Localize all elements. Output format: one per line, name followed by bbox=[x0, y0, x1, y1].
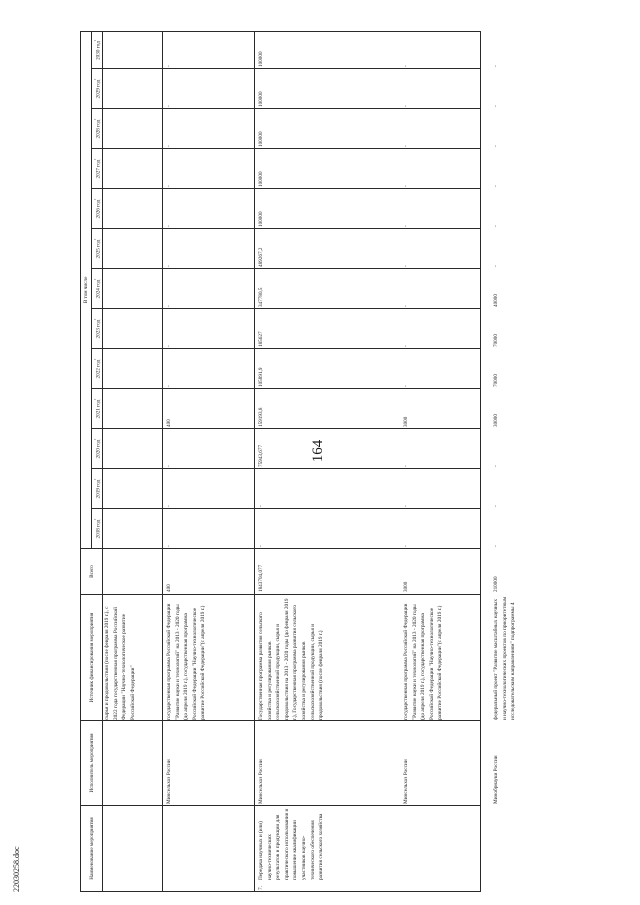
page-number: 164 bbox=[310, 439, 326, 463]
row-5-2029: - bbox=[493, 105, 499, 107]
row-2-2023: - bbox=[166, 345, 172, 347]
row-3-2026: 100000 bbox=[258, 211, 264, 227]
row-4-source: государственная программа Российской Федерации "Развитие науки и технологий" на 2013 - 2020 годы (до апреля 2019 г.), государственная программа Российской Федерации "Научно-технологическое развитие Российской Федерации"(с апреля 2019 г.) bbox=[403, 603, 444, 720]
row-5-2022: 70000 bbox=[493, 374, 499, 387]
header-year-10: 2028 год$^{^1}$ bbox=[92, 109, 103, 149]
row-3-2024: 347780,5 bbox=[258, 287, 264, 307]
row-5-2025: - bbox=[493, 265, 499, 267]
row-4-2030: - bbox=[403, 65, 409, 67]
row-2-2024: - bbox=[166, 305, 172, 307]
row-3-number: 7. bbox=[258, 886, 264, 890]
row-3-2019: - bbox=[258, 505, 264, 507]
header-year-8: 2026 год$^{^1}$ bbox=[92, 189, 103, 229]
header-year-3: 2021 год$^{^1}$ bbox=[92, 389, 103, 429]
row-4-2019: - bbox=[403, 505, 409, 507]
header-year-note-11: ¹ bbox=[92, 78, 98, 80]
row-4-2018: - bbox=[403, 545, 409, 547]
row-2-2029: - bbox=[166, 105, 172, 107]
row-4-2025: - bbox=[403, 265, 409, 267]
row-4-2021: 3000 bbox=[403, 416, 409, 427]
row-3-2021: 159193,8 bbox=[258, 407, 264, 427]
row-3-2020: 75943,677 bbox=[258, 444, 264, 467]
header-year-6: 2024 год$^{^1}$ bbox=[92, 269, 103, 309]
header-year-12: 2030 год$^{^1}$ bbox=[92, 31, 103, 68]
row-3-name: Передача научных и (или) научно-технических результатов и продукции для практического использования и повышение квалификации участников научно-технического обеспечения развития сельского хозяйства bbox=[258, 808, 325, 880]
header-source: Источник финансирования мероприятия bbox=[81, 595, 103, 721]
header-year-11: 2029 год$^{^1}$ bbox=[92, 69, 103, 109]
header-executor: Исполнитель мероприятия bbox=[81, 721, 103, 806]
row-5-2023: 70000 bbox=[493, 334, 499, 347]
header-year-note-10: ¹ bbox=[92, 118, 98, 120]
row-4-2020: - bbox=[403, 465, 409, 467]
row-5-2028: - bbox=[493, 145, 499, 147]
header-year-note-2: ¹ bbox=[92, 438, 98, 440]
row-5-2018: - bbox=[493, 545, 499, 547]
row-2-executor: Минсельхоз России bbox=[166, 759, 172, 804]
header-name: Наименование мероприятия bbox=[81, 806, 103, 892]
row-4-executor: Минсельхоз России bbox=[403, 759, 409, 804]
row-5-2027: - bbox=[493, 185, 499, 187]
header-year-note-1: ¹ bbox=[92, 478, 98, 480]
row-3-source: Государственная программа развития сельского хозяйства и регулирования рынков сельскохозяйственной продукции, сырья и продовольствия на 2013 - 2020 годы (до февраля 2019 г.), Государственная программа развития сельского хозяйства и регулирования рынков сельскохозяйственной продукции, сырья и продовольствия (после февраля 2019 г.) bbox=[258, 598, 325, 720]
row-2-2025: - bbox=[166, 265, 172, 267]
header-year-7: 2025 год$^{^1}$ bbox=[92, 229, 103, 269]
row-3-2027: 100000 bbox=[258, 171, 264, 187]
header-year-0: 2018 год$^{^1}$ bbox=[92, 509, 103, 549]
row-4-2022: - bbox=[403, 385, 409, 387]
row-1-source: сырья и продовольствия (после февраля 2019 г.), с 2022 года государственная программа Российской Федерации "Научно-технологическое развитие Российской Федерации" bbox=[104, 606, 136, 720]
header-year-note-3: ¹ bbox=[92, 398, 98, 400]
header-year-note-5: ¹ bbox=[92, 318, 98, 320]
row-4-2028: - bbox=[403, 145, 409, 147]
header-year-note-6: ¹ bbox=[92, 278, 98, 280]
header-year-4: 2022 год$^{^1}$ bbox=[92, 349, 103, 389]
header-year-2: 2020 год$^{^1}$ bbox=[92, 429, 103, 469]
row-2-2019: - bbox=[166, 505, 172, 507]
row-3-2028: 100000 bbox=[258, 131, 264, 147]
row-4-2027: - bbox=[403, 185, 409, 187]
row-4-2023: - bbox=[403, 345, 409, 347]
row-5-2019: - bbox=[493, 505, 499, 507]
row-5-2020: - bbox=[493, 465, 499, 467]
row-4-2026: - bbox=[403, 225, 409, 227]
header-in-total: В том числе bbox=[81, 31, 92, 548]
row-2-2030: - bbox=[166, 65, 172, 67]
row-5-2030: - bbox=[493, 65, 499, 67]
header-year-note-7: ¹ bbox=[92, 238, 98, 240]
row-3-2018: - bbox=[258, 545, 264, 547]
row-4-total: 3000 bbox=[403, 581, 409, 592]
row-3-2030: 100000 bbox=[258, 51, 264, 67]
row-5-executor: Минобрнауки России bbox=[493, 755, 499, 804]
row-3-2025: 489267,2 bbox=[258, 247, 264, 267]
row-2-2027: - bbox=[166, 185, 172, 187]
header-year-5: 2023 год$^{^1}$ bbox=[92, 309, 103, 349]
header-year-note-9: ¹ bbox=[92, 158, 98, 160]
row-2-2022: - bbox=[166, 385, 172, 387]
row-2-total: 400 bbox=[166, 584, 172, 592]
row-5-total: 210000 bbox=[493, 576, 499, 592]
header-year-note-12: ¹ bbox=[92, 39, 98, 42]
row-2-2020: - bbox=[166, 465, 172, 467]
header-year-1: 2019 год$^{^1}$ bbox=[92, 469, 103, 509]
row-2-source: государственная программа Российской Федерации "Развитие науки и технологий" на 2013 - 2020 годы (до апреля 2019 г.), государственная программа Российской Федерации "Научно-технологическое развитие Российской Федерации"(с апреля 2019 г.) bbox=[166, 603, 207, 720]
footer-filename: 22030258.doc bbox=[12, 846, 21, 892]
row-5-2021: 30000 bbox=[493, 414, 499, 427]
row-5-source: федеральный проект "Развитие масштабных научных и научно-технологических проектов по приоритетным исследовательским направлениям" подпрограммы 4 bbox=[493, 596, 517, 720]
row-3-2022: 105891,9 bbox=[258, 367, 264, 387]
rotated-table-sheet bbox=[80, 32, 560, 892]
row-4-2024: - bbox=[403, 305, 409, 307]
row-2-2028: - bbox=[166, 145, 172, 147]
row-3-2029: 100000 bbox=[258, 91, 264, 107]
header-total: Всего bbox=[81, 549, 103, 595]
row-3-executor: Минсельхоз России bbox=[258, 759, 264, 804]
row-4-2029: - bbox=[403, 105, 409, 107]
row-5-2026: - bbox=[493, 225, 499, 227]
row-2-2026: - bbox=[166, 225, 172, 227]
row-2-2018: - bbox=[166, 545, 172, 547]
header-year-note-8: ¹ bbox=[92, 198, 98, 200]
row-2-2021: 400 bbox=[166, 419, 172, 427]
row-3-2023: 185627 bbox=[258, 331, 264, 347]
header-year-note-4: ¹ bbox=[92, 358, 98, 360]
header-year-note-0: ¹ bbox=[92, 518, 98, 520]
header-year-9: 2027 год$^{^1}$ bbox=[92, 149, 103, 189]
row-3-total: 1843704,077 bbox=[258, 564, 264, 592]
row-5-2024: 40000 bbox=[493, 294, 499, 307]
